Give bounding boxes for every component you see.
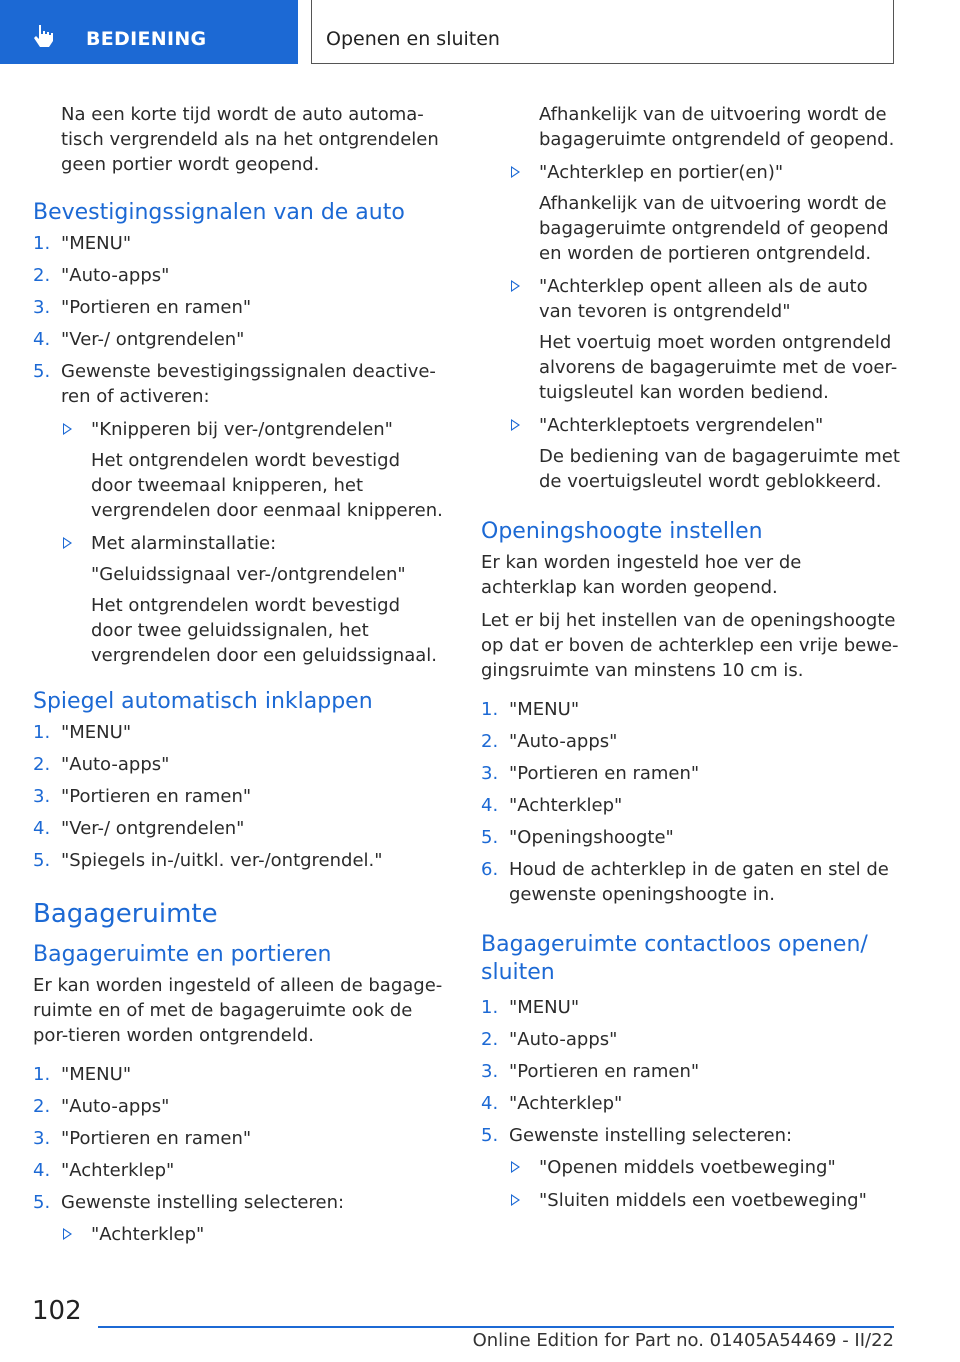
hand-pointer-icon xyxy=(30,23,60,49)
bullet-triangle-icon xyxy=(63,537,72,549)
list-item: "Openen middels voetbeweging" xyxy=(481,1155,901,1180)
page-number: 102 xyxy=(32,1296,82,1326)
spiegel-steps xyxy=(33,720,443,873)
list-item: "Achterklep opent alleen als de auto van tevoren is ontgrendeld" Het voertuig moet worden ontgrendeld alvorens de bagageruimte met de voer-tuigsleutel kan worden bediend. xyxy=(481,274,901,405)
bullet-triangle-icon xyxy=(511,166,520,178)
heading-contactloos: Bagageruimte contactloos openen/ sluiten xyxy=(481,932,868,985)
list-item: 6. Houd de achterklep in de gaten en stel de gewenste openingshoogte in. xyxy=(481,859,889,905)
opening-steps xyxy=(481,697,901,907)
bullet-triangle-icon xyxy=(511,1194,520,1206)
chapter-title: Openen en sluiten xyxy=(326,28,500,50)
list-item: 5. "Spiegels in-/uitkl. ver-/ontgrendel." xyxy=(33,850,383,871)
list-item: "Sluiten middels een voetbeweging" xyxy=(481,1188,901,1213)
list-item: 2. "Auto-apps" xyxy=(33,754,170,775)
list-item: 1. "MENU" xyxy=(33,1064,132,1085)
list-item: 3. "Portieren en ramen" xyxy=(481,1061,700,1082)
bullet-triangle-icon xyxy=(511,419,520,431)
list-item: 5. Gewenste instelling selecteren: xyxy=(33,1192,345,1213)
heading-openingshoogte: Openingshoogte instellen xyxy=(481,519,763,544)
list-item: "Achterkleptoets vergrendelen" De bediening van de bagageruimte met de voertuigsleutel wordt geblokkeerd. xyxy=(481,413,901,494)
section-label: BEDIENING xyxy=(86,28,207,50)
bevestiging-options xyxy=(33,417,443,668)
list-item: 1. "MENU" xyxy=(33,233,132,254)
opening-text-2: Let er bij het instellen van de openingshoogte op dat er boven de achterklep een vrije bewe-gingsruimte van minstens 10 cm is. xyxy=(481,610,899,681)
bullet-triangle-icon xyxy=(63,423,72,435)
bagage-options-continued xyxy=(481,160,901,494)
list-item: 2. "Auto-apps" xyxy=(481,731,618,752)
list-item: 3. "Portieren en ramen" xyxy=(33,786,252,807)
bullet-triangle-icon xyxy=(511,1161,520,1173)
list-item: 5. "Openingshoogte" xyxy=(481,827,674,848)
list-item: 4. "Achterklep" xyxy=(481,1093,623,1114)
bagage-options xyxy=(33,1222,443,1247)
list-item: 3. "Portieren en ramen" xyxy=(33,297,252,318)
contactloos-steps xyxy=(481,995,901,1148)
heading-spiegel: Spiegel automatisch inklappen xyxy=(33,689,373,714)
footer-divider xyxy=(98,1326,894,1328)
bullet-triangle-icon xyxy=(511,280,520,292)
bullet-triangle-icon xyxy=(63,1228,72,1240)
list-item: 5. Gewenste bevestigingssignalen deactive-ren of activeren: xyxy=(33,361,436,407)
heading-bagage-portieren: Bagageruimte en portieren xyxy=(33,942,332,967)
list-item: 5. Gewenste instelling selecteren: xyxy=(481,1125,793,1146)
bagage-text: Er kan worden ingesteld of alleen de bagage-ruimte en of met de bagageruimte ook de por-tieren worden ontgrendeld. xyxy=(33,975,443,1046)
list-item: 3. "Portieren en ramen" xyxy=(481,763,700,784)
list-item: 1. "MENU" xyxy=(481,997,580,1018)
list-item: "Achterklep" xyxy=(33,1222,443,1247)
list-item: Met alarminstallatie: "Geluidssignaal ver-/ontgrendelen" Het ontgrendelen wordt bevestigd door twee geluidssignalen, het vergrendelen door een geluidssignaal. xyxy=(33,531,443,668)
list-item: 2. "Auto-apps" xyxy=(33,265,170,286)
list-item: 3. "Portieren en ramen" xyxy=(33,1128,252,1149)
list-item: 4. "Ver-/ ontgrendelen" xyxy=(33,818,245,839)
left-column xyxy=(33,98,443,1255)
list-item: 4. "Achterklep" xyxy=(481,795,623,816)
bagage-steps xyxy=(33,1062,443,1215)
list-item: 1. "MENU" xyxy=(481,699,580,720)
edition-text: Online Edition for Part no. 01405A54469 - II/22 xyxy=(472,1330,894,1351)
list-item: "Achterklep en portier(en)" Afhankelijk van de uitvoering wordt de bagageruimte ontgrendeld of geopend en worden de portieren ontgrendeld. xyxy=(481,160,901,266)
intro-text: Na een korte tijd wordt de auto automa-tisch vergrendeld als na het ontgrendelen geen portier wordt geopend. xyxy=(61,104,439,175)
heading-bagageruimte: Bagageruimte xyxy=(33,899,218,929)
opening-text-1: Er kan worden ingesteld hoe ver de achterklap kan worden geopend. xyxy=(481,552,802,598)
list-item: 4. "Achterklep" xyxy=(33,1160,175,1181)
continued-text: Afhankelijk van de uitvoering wordt de bagageruimte ontgrendeld of geopend. xyxy=(539,104,895,150)
list-item: 4. "Ver-/ ontgrendelen" xyxy=(33,329,245,350)
contactloos-options xyxy=(481,1155,901,1213)
bevestiging-steps xyxy=(33,231,443,409)
chapter-header xyxy=(311,0,894,64)
section-tab[interactable] xyxy=(0,0,298,64)
list-item: "Knipperen bij ver-/ontgrendelen" Het ontgrendelen wordt bevestigd door tweemaal knipperen, het vergrendelen door eenmaal knipperen. xyxy=(33,417,443,523)
heading-bevestigingssignalen: Bevestigingssignalen van de auto xyxy=(33,200,405,225)
list-item: 2. "Auto-apps" xyxy=(481,1029,618,1050)
list-item: 1. "MENU" xyxy=(33,722,132,743)
list-item: 2. "Auto-apps" xyxy=(33,1096,170,1117)
right-column xyxy=(481,98,901,1221)
